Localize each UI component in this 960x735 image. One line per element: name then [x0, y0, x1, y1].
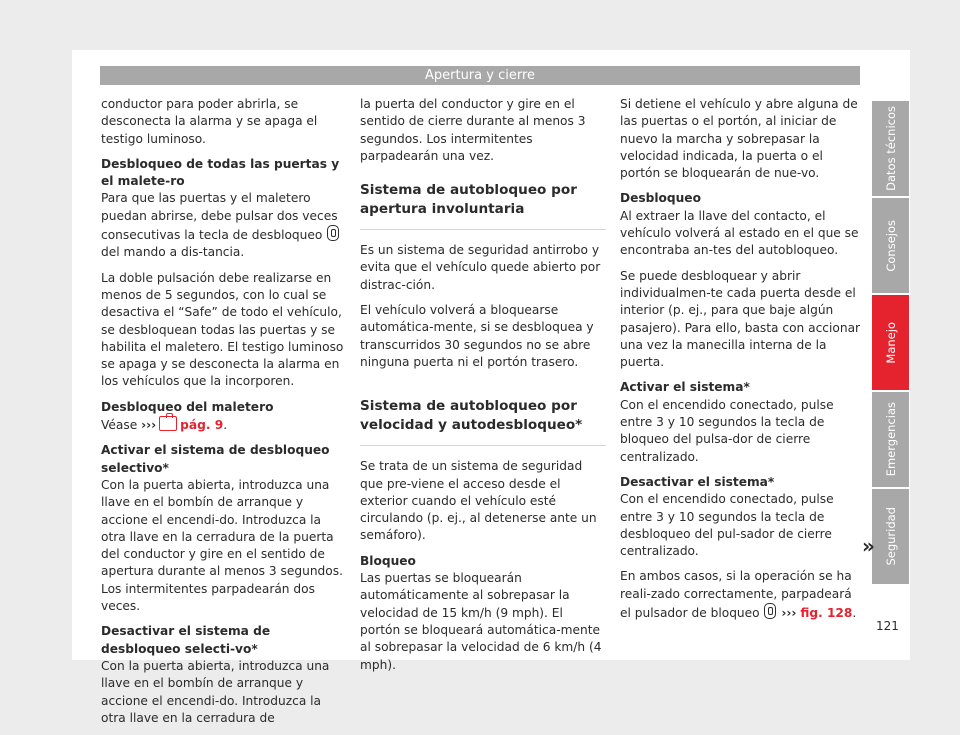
subheading: Desactivar el sistema*: [620, 474, 775, 489]
subheading: Desbloqueo de todas las puertas y el malete-ro: [101, 156, 340, 189]
section-heading: Sistema de autobloqueo por velocidad y autodesbloqueo*: [360, 397, 606, 446]
paragraph: Es un sistema de seguridad antirrobo y evita que el vehículo quede abierto por distrac-ción.: [360, 243, 601, 292]
subheading: Bloqueo: [360, 553, 416, 568]
figure-link[interactable]: fig. 128: [800, 606, 853, 621]
page-header: Apertura y cierre: [100, 66, 860, 85]
subheading: Desbloqueo: [620, 191, 701, 206]
paragraph: Si detiene el vehículo y abre alguna de las puertas o el portón, al iniciar de nuevo la marcha y sobrepasar la velocidad indicada, la puerta o el portón se bloquearán de nue-vo.: [620, 97, 858, 181]
page-link[interactable]: pág. 9: [180, 418, 224, 433]
column-2: [360, 96, 606, 682]
paragraph: Con la puerta abierta, introduzca una llave en el bombín de arranque y accione el encendi-do. Introduzca la otra llave en la cerradura de: [101, 658, 330, 725]
lock-key-icon: [764, 603, 776, 619]
paragraph: Con el encendido conectado, pulse entre 3 y 10 segundos la tecla de desbloqueo del pul-sador de cierre centralizado.: [620, 492, 834, 559]
column-1: [101, 96, 347, 735]
section-heading: Sistema de autobloqueo por apertura involuntaria: [360, 181, 606, 230]
book-icon: [159, 416, 177, 431]
tab-manejo[interactable]: Manejo: [872, 295, 909, 390]
subheading: Activar el sistema de desbloqueo selectivo*: [101, 443, 330, 475]
paragraph: El vehículo volverá a bloquearse automática-mente, si se desbloquea y transcurridos 30 segundos no se abre ninguna puerta ni el portón trasero.: [360, 303, 594, 369]
tab-datos-tecnicos[interactable]: Datos técnicos: [872, 101, 909, 196]
paragraph: La doble pulsación debe realizarse en menos de 5 segundos, con lo cual se desactiva el “Safe” de todo el vehículo, se desbloquean todas las puertas y se habilita el maletero. El testigo luminoso se apaga y se desconecta la alarma en los vehículos que la incorporen.: [101, 270, 344, 389]
paragraph: Con la puerta abierta, introduzca una llave en el bombín de arranque y accione el encendi-do. Introduzca la otra llave en la cerradura de la puerta del conductor y gire en el sentido de apertura durante al menos 3 segundos. Los intermitentes parpadearán dos veces.: [101, 477, 343, 614]
column-3: [620, 96, 866, 630]
tab-consejos[interactable]: Consejos: [872, 198, 909, 293]
reference-arrow: ›››: [141, 418, 157, 433]
paragraph: la puerta del conductor y gire en el sentido de cierre durante al menos 3 segundos. Los intermitentes parpadearán una vez.: [360, 97, 586, 163]
paragraph: En ambos casos, si la operación se ha reali-zado correctamente, parpadeará el pulsador de bloqueo ››› fig. 128.: [620, 569, 857, 621]
paragraph: Para que las puertas y el maletero puedan abrirse, debe pulsar dos veces consecutivas la tecla de desbloqueo del mando a dis-tancia.: [101, 191, 338, 260]
tab-seguridad[interactable]: Seguridad: [872, 489, 909, 584]
paragraph: Véase ››› pág. 9.: [101, 418, 228, 433]
paragraph: Al extraer la llave del contacto, el vehículo volverá al estado en el que se encontraba an-tes del autobloqueo.: [620, 208, 859, 258]
subheading: Activar el sistema*: [620, 380, 750, 395]
paragraph: conductor para poder abrirla, se desconecta la alarma y se apaga el testigo luminoso.: [101, 97, 318, 146]
subheading: Desbloqueo del maletero: [101, 399, 274, 414]
paragraph: Con el encendido conectado, pulse entre 3 y 10 segundos la tecla de bloqueo del pulsa-dor de cierre centralizado.: [620, 397, 834, 464]
tab-emergencias[interactable]: Emergencias: [872, 392, 909, 487]
paragraph: Se trata de un sistema de seguridad que pre-viene el acceso desde el exterior cuando el vehículo esté circulando (p. ej., al detenerse ante un semáforo).: [360, 459, 597, 543]
subheading: Desactivar el sistema de desbloqueo selecti-vo*: [101, 624, 271, 656]
unlock-key-icon: [327, 225, 339, 241]
continue-mark: »: [862, 534, 875, 558]
page-number: 121: [876, 619, 899, 633]
reference-arrow: ›››: [781, 606, 797, 621]
paragraph: Las puertas se bloquearán automáticamente al sobrepasar la velocidad de 15 km/h (9 mph). El portón se bloqueará automática-mente al sobrepasar la velocidad de 6 km/h (4 mph).: [360, 571, 602, 672]
chapter-tabs: [872, 101, 909, 586]
paragraph: Se puede desbloquear y abrir individualmen-te cada puerta desde el interior (p. ej., para que baje algún pasajero). Para ello, basta con accionar una vez la manecilla interna de la puerta.: [620, 268, 861, 370]
